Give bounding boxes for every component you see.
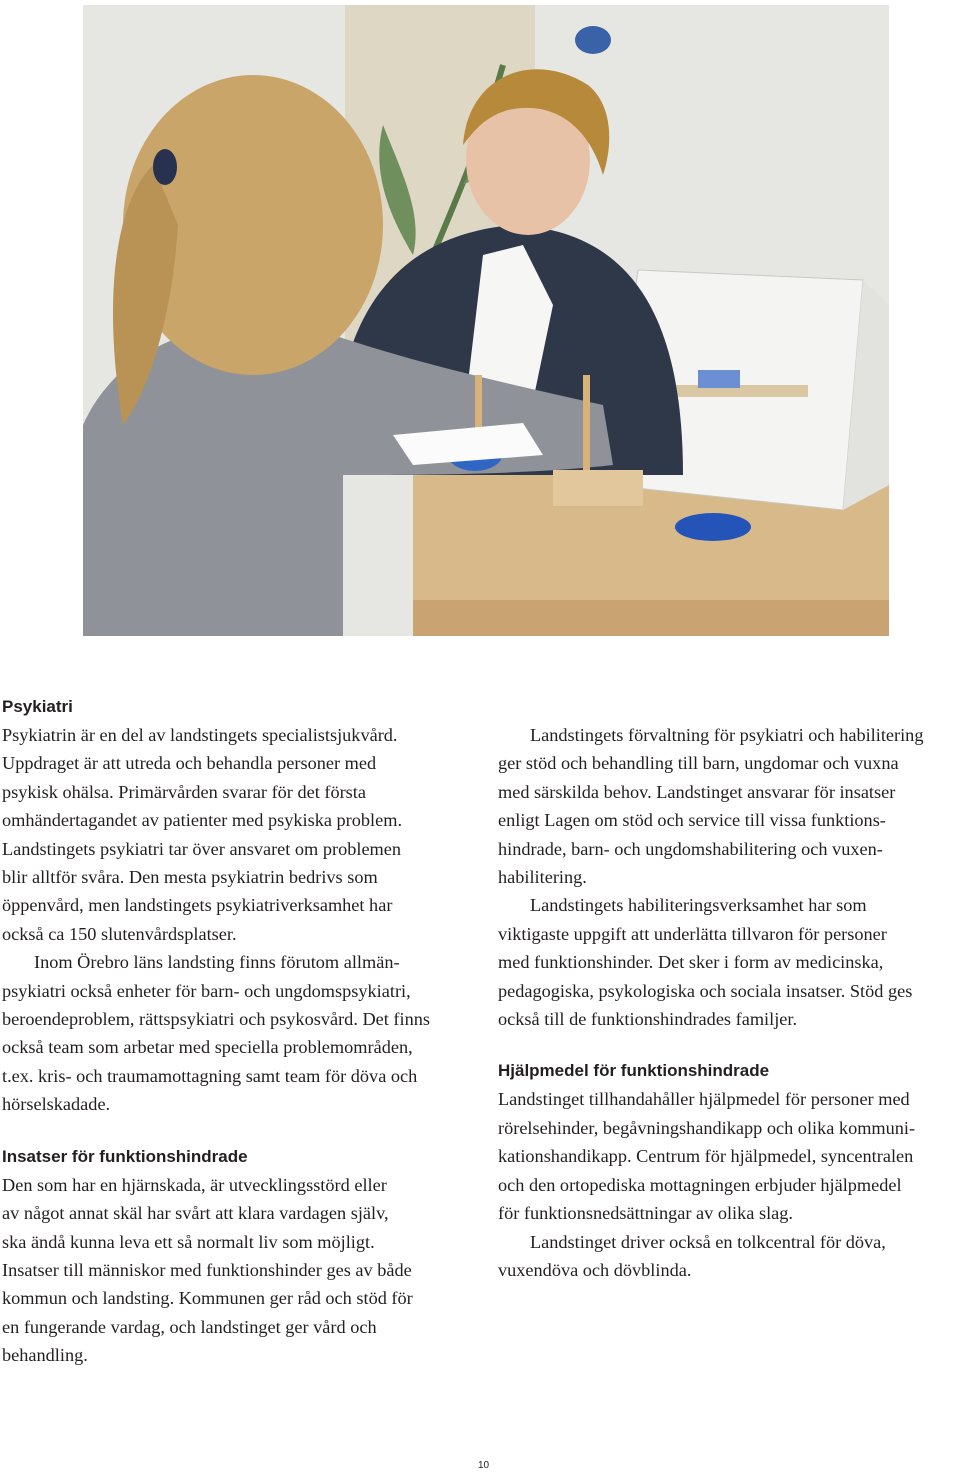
- paragraph: Inom Örebro läns landsting finns förutom allmän- psykiatri också enheter för barn- och ungdomspsykiatri, beroendeproblem, rättspsykiatri och psykosvård. Det finns också team som arbetar med speciella problemområden, t.ex. kris- och traumamottagning samt team för döva och hörselskadade.: [2, 952, 430, 1115]
- paragraph: Landstingets habiliteringsverksamhet har som viktigaste uppgift att underlätta tillvaron för personer med funktionshinder. Det sker i form av medicinska, pedagogiska, psykologiska och sociala insatser. Stöd ges också till de funktionshindrades familjer.: [498, 895, 913, 1030]
- page-number: 10: [478, 1460, 490, 1471]
- paragraph: Den som har en hjärnskada, är utvecklingsstörd eller av något annat skäl har svårt att klara vardagen själv, ska ändå kunna leva ett så normalt liv som möjligt. Insatser till människor med funktionshinder ges av både kommun och landsting. Kommunen ger råd och stöd för en fungerande vardag, och landstinget ger vård och behandling.: [2, 1174, 413, 1366]
- section-heading-psykiatri: Psykiatri: [2, 697, 73, 716]
- photo-puzzle-board: [553, 470, 643, 506]
- photo-illustration: [83, 5, 889, 636]
- paragraph: Landstingets förvaltning för psykiatri och habilitering ger stöd och behandling till barn, ungdomar och vuxna med särskilda behov. Landstinget ansvarar för insatser enligt Lagen om stöd och service till vissa funktions- hindrade, barn- och ungdomshabilitering och vuxen- habilitering.: [498, 725, 924, 888]
- photo-table-edge: [413, 600, 889, 636]
- section-heading-hjalpmedel: Hjälpmedel för funktionshindrade: [498, 1061, 770, 1081]
- left-column: [2, 693, 464, 1370]
- spacer: [498, 1033, 960, 1057]
- page-photo: [83, 5, 889, 636]
- photo-puzzle-ring: [675, 513, 751, 541]
- photo-girl-hairband: [153, 149, 177, 185]
- photo-flower: [575, 26, 611, 54]
- photo-flipchart-rings: [698, 370, 740, 388]
- paragraph: Landstinget driver också en tolkcentral för döva, vuxendöva och dövblinda.: [498, 1231, 886, 1280]
- right-column: [498, 721, 960, 1284]
- paragraph: Psykiatrin är en del av landstingets specialistsjukvård. Uppdraget är att utreda och behandla personer med psykisk ohälsa. Primärvården svarar för det första omhändertagandet av patienter med psykiska problem. Landstingets psykiatri tar över ansvaret om problemen blir alltför svåra. Den mesta psykiatrin bedrivs som öppenvård, men landstingets psykiatriverksamhet har också ca 150 slutenvårdsplatser.: [2, 725, 403, 944]
- photo-puzzle-peg: [583, 375, 590, 475]
- spacer: [2, 1119, 464, 1143]
- paragraph: Landstinget tillhandahåller hjälpmedel för personer med rörelsehinder, begåvningshandikapp och olika kommuni- kationshandikapp. Centrum för hjälpmedel, syncentralen och den ortopediska mottagningen erbjuder hjälpmedel för funktionsnedsättningar av olika slag.: [498, 1089, 916, 1224]
- section-heading-insatser: Insatser för funktionshindrade: [2, 1146, 248, 1166]
